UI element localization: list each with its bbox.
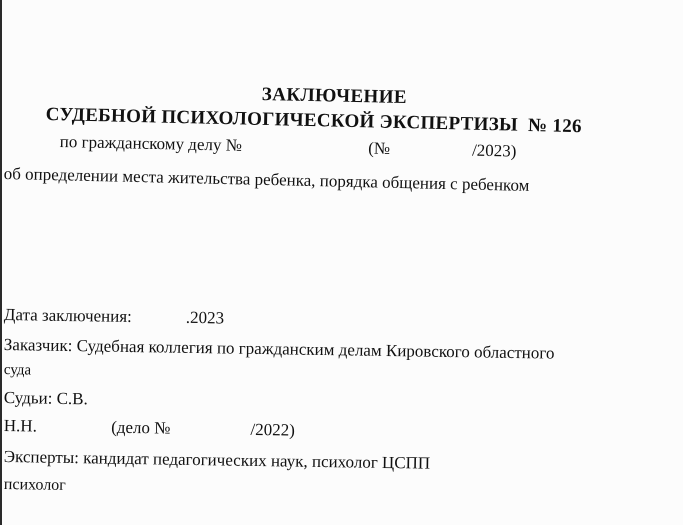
date-row [4, 305, 225, 328]
judges-row [4, 388, 88, 409]
scan-edge [0, 0, 2, 525]
subject-line [4, 164, 530, 196]
case-year-suffix: /2023) [471, 140, 517, 161]
customer-row [4, 335, 555, 364]
redacted-area [132, 322, 186, 323]
date-year: .2023 [185, 307, 225, 328]
subject-text: об определении места жительства ребенка, порядка общения с ребенком [3, 164, 530, 195]
case-ref-open: (дело № [111, 417, 171, 438]
redacted-area [242, 151, 364, 154]
customer-value-line1: Судебная коллегия по гражданским делам Кировского областного [76, 336, 555, 363]
customer-label: Заказчик: [3, 335, 73, 356]
case-ref-year: /2022) [250, 419, 295, 440]
title-line1: ЗАКЛЮЧЕНИЕ [261, 84, 408, 109]
expert2-row [4, 476, 66, 495]
judge2-row [4, 416, 295, 441]
redacted-area [37, 432, 107, 433]
judges-label: Судьи: [3, 388, 53, 408]
experts-row [4, 447, 431, 474]
document-title [262, 84, 408, 109]
redacted-area [170, 434, 250, 435]
judge1-initials: С.В. [56, 388, 89, 409]
experts-value: кандидат педагогических наук, психолог ЦСПП [83, 448, 431, 473]
redacted-area [390, 154, 472, 156]
title-line2: СУДЕБНОЙ ПСИХОЛОГИЧЕСКОЙ ЭКСПЕРТИЗЫ [45, 104, 519, 136]
case-no-symbol: № [225, 135, 243, 155]
case-line [60, 132, 517, 162]
customer-value-line2: суда [3, 362, 32, 379]
customer-row-continued [4, 362, 32, 379]
title-number: № 126 [527, 114, 583, 138]
judge2-initials: Н.Н. [3, 416, 38, 436]
expert2-label: психолог [3, 476, 66, 494]
experts-label: Эксперты: [3, 447, 80, 468]
case-paren-open: (№ [367, 138, 391, 158]
date-label: Дата заключения: [3, 305, 133, 327]
case-prefix: по гражданскому делу [59, 132, 222, 155]
